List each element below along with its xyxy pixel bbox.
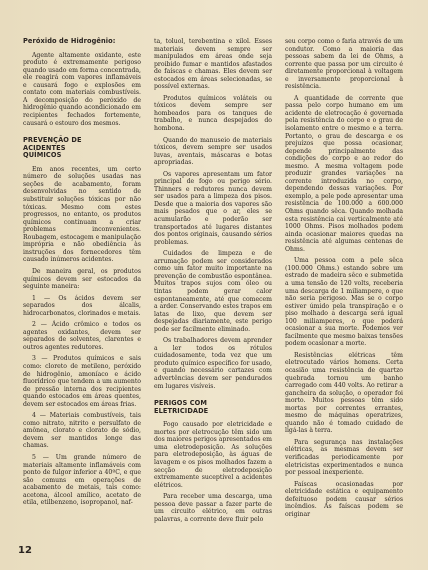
text-column-middle bbox=[154, 38, 272, 527]
heading-chemical-accident-prevention bbox=[23, 137, 141, 160]
paragraph: A quantidade de corrente que passa pelo corpo humano em um acidente de eletrocação é governada pela resistência do corpo e o grau de isolamento entre o mesmo e a terra. Portanto, o grau de descarga e os prejuízos que possa ocasionar, depende principalmente das condições do corpo e ao redor do mesmo. A mesma voltagem pode produzir grandes variações na corrente introduzida no corpo, dependendo dessas variações. Por exemplo, a pele pode apresentar uma resistência de 100.000 a 600.000 Ohms quando sêca. Quando molhada esta resistência cai verticalmente até 1000 Ohms. Pisos molhados podem ainda ocasionar maiores quedas na resistência até algumas centenas de Ohms. bbox=[285, 94, 403, 253]
paragraph: Faíscas ocasionadas por eletricidade estática e equipamento defeituoso podem causar sérios incêndios. As faíscas podem se originar bbox=[285, 480, 403, 518]
heading-line: PERIGOS COM bbox=[154, 399, 208, 408]
list-item: 3 — Produtos químicos e sais como: cloreto de metileno, peróxido de hidrogênio, amoníaco e ácido fluorídrico que tendem a um aumento de pressão interna dos recipientes quando estocados em áreas quentes, devem ser estocados em áreas frias. bbox=[23, 355, 141, 408]
heading-hydrogen-peroxide: Peróxido de Hidrogênio: bbox=[23, 37, 116, 45]
list-item: 2 — Ácido crômico e todos os agentes oxidantes, devem ser separados de solventes, clarentes e outros agentes redutores. bbox=[23, 321, 141, 351]
heading-line: PREVENÇÃO DE bbox=[23, 136, 82, 145]
paragraph: Produtos químicos voláteis ou tóxicos devem sempre ser hombeados para os tanques de trabalho, e nunca despejados do hombona. bbox=[154, 94, 272, 133]
list-item: 4 — Materiais combustíveis, tais como nitrato, nitrito e persulfato de amônea, clorato e clorato de sódio, devem ser mantidos longe das chamas. bbox=[23, 412, 141, 450]
paragraph: seu corpo como o faria através de um condutor. Como a maioria das pessoas sabem da lei de Ohms, a corrente que passa por um circuito é diretamente proporcional à voltagem e inversamente proporcional à resistência. bbox=[285, 38, 403, 91]
paragraph: Agente altamente oxidante, este produto é extremamente perigoso quando usado em forma concentrada, ele reagirá com vapores inflamáveis e causará fogo e explosões em contato com materiais combustíveis. A decomposição do peróxido de hidrogênio quando acondicionado em recipientes fechados fortemente, causará o estouro dos mesmos. bbox=[23, 51, 141, 127]
heading-line: ELETRICIDADE bbox=[154, 406, 209, 415]
paragraph: Os vapores apresentam um fator principal de fogo ou perigo sério. Thinners e redutores nunca devem ser usados para a limpeza dos pisos. Desde que a maioria dos vapores são mais pesados que o ar, eles se acumularão e poderão ser transportados até lugares distantes dos pontos originais, causando sérios problemas. bbox=[154, 170, 272, 246]
paragraph: Para receber uma descarga, uma pessoa deve passar a fazer parte de um circuito elétrico, em outras palavras, a corrente deve fluir pelo bbox=[154, 493, 272, 523]
heading-electricity-hazards bbox=[154, 400, 272, 415]
heading-line: QUÍMICOS bbox=[23, 151, 62, 160]
paragraph: Fogo causado por eletricidade e mortes por eletrocução têm sido um dos maiores perigos apresentados em uma eletrodeposição. As soluções para eletrodeposição, às águas de lavagem e os pisos molhados fazem a secção de eletrodeposição extremamente suceptível a acidentes elétricos. bbox=[154, 421, 272, 489]
paragraph: Em anos recentes, um certo número de soluções usadas nas seções de acabamento, foram desenvolvidas no sentido de substituir soluções tóxicas por não tóxicas. Mesmo com estes progressos, no entanto, os produtos químicos continuam a criar problemas inconvenientes. Roubagem, estocagem e manipulação imprópria e não obediência às instruções dos fornecedores têm causado inúmeros acidentes. bbox=[23, 165, 141, 264]
paragraph: Resistências elétricas têm eletrocutado vários homens. Certa ocasião uma resistência de quartzo quebrada tornou um banho carregado com 440 volts. Ao retirar a gancheira da solução, o operador foi morto. Muitos pessoas têm sido mortas por correntes errantes, mesmo de máquinas operatrizes, quando não é tomado cuidado de ligá-las à terra. bbox=[285, 351, 403, 435]
paragraph: De maneira geral, os produtos químicos devem ser estocados da seguinte maneira: bbox=[23, 267, 141, 291]
paragraph: ta, toluol, terebentina e xilol. Esses materiais devem sempre ser manipulados em áreas onde seja proibido fumar e mantidos afastados de faíscas e chamas. Eles devem ser estocados em áreas selecionadas, se possível externas. bbox=[154, 38, 272, 91]
paragraph: Uma pessoa com a pele sêca (100.000 Ohms.) estando sobre um estrado de madeira sêco e submetida a uma tensão de 120 volts, receberia uma descarga de 1 miliampere, o que não seria perigoso. Mas se o corpo estiver úmido pela transpiração e o piso molhado a descarga será igual 100 miliamperes, o que poderá ocasionar a sua morte. Podemos ver facilmente que mesmo baixas tensões podem ocasionar a morte. bbox=[285, 257, 403, 348]
list-item: 1 — Os ácidos devem ser separados dos álcalis, hidrocarbonatos, clorinados e metais. bbox=[23, 294, 141, 317]
list-item: 5 — Um grande número de materiais altamente inflamáveis com ponto de fulgor inferior a 40ºC, e que são comuns em operações de acabamento de metais, tais como: acetona, álcool amílico, acetato de etila, etilbenzeno, isopropanol, naf- bbox=[23, 453, 141, 507]
heading-line: ACIDENTES bbox=[23, 143, 66, 152]
paragraph: Quando do manuseio de materiais tóxicos, devem sempre ser usados luvas, aventais, máscaras e botas apropriadas. bbox=[154, 136, 272, 167]
page-number: 12 bbox=[18, 545, 32, 556]
text-column-right bbox=[285, 38, 403, 522]
paragraph: Cuidados de limpeza e de arrumação podem ser considerados como um fator muito importante na prevenção de combustão espontânea. Muitos trapos sujos com óleo ou tintas podem gerar calor espontaneamente, até que comecem a arder. Conservando estes trapos em latas de lixo, que devem ser despejadas diariamente, este perigo pode ser facilmente eliminado. bbox=[154, 250, 272, 333]
text-column-left bbox=[23, 38, 141, 511]
paragraph: Para segurança nas instalações elétricas, as mesmas devem ser verificadas periodicamente por eletricistas experimentados e nunca por pessoal inexperiente. bbox=[285, 438, 403, 477]
paragraph: Os trabalhadores devem aprender a ler todos os rótulos cuidadosamente, toda vez que um produto químico específico for usado, e quando necessário cartazes com advertências devem ser pendurados em lugares visíveis. bbox=[154, 337, 272, 390]
